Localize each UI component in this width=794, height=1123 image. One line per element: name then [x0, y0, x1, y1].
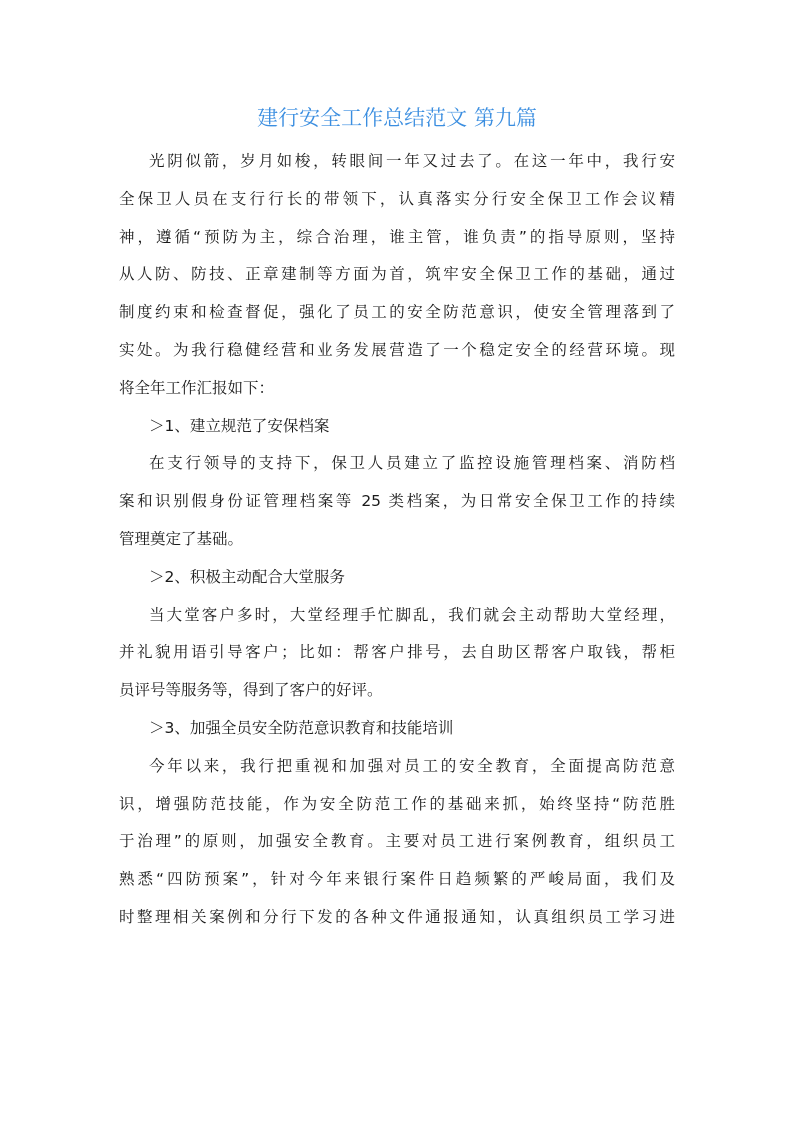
- text-line: ＞1、建立规范了安保档案: [149, 416, 330, 435]
- text-line: 识，增强防范技能，作为安全防范工作的基础来抓，始终坚持“防范胜: [119, 794, 675, 813]
- text-line: 全保卫人员在支行行长的带领下，认真落实分行安全保卫工作会议精: [119, 189, 675, 208]
- text-line: 在支行领导的支持下，保卫人员建立了监控设施管理档案、消防档: [149, 454, 675, 473]
- text-line: 熟悉“四防预案”，针对今年来银行案件日趋频繁的严峻局面，我们及: [119, 870, 675, 889]
- document-body: [119, 143, 675, 937]
- text-line: 将全年工作汇报如下：: [119, 378, 275, 397]
- text-line: 今年以来，我行把重视和加强对员工的安全教育，全面提高防范意: [149, 756, 675, 775]
- text-line: 员评号等服务等，得到了客户的好评。: [119, 681, 383, 700]
- text-line: 制度约束和检查督促，强化了员工的安全防范意识，使安全管理落到了: [119, 303, 675, 322]
- text-line: 于治理”的原则，加强安全教育。主要对员工进行案例教育，组织员工: [119, 832, 675, 851]
- text-line: 从人防、防技、正章建制等方面为首，筑牢安全保卫工作的基础，通过: [119, 265, 675, 284]
- text-line: 当大堂客户多时，大堂经理手忙脚乱，我们就会主动帮助大堂经理，: [149, 605, 675, 624]
- text-line: 案和识别假身份证管理档案等 25 类档案，为日常安全保卫工作的持续: [119, 492, 675, 511]
- document-title: 建行安全工作总结范文 第九篇: [257, 106, 537, 130]
- text-line: 时整理相关案例和分行下发的各种文件通报通知，认真组织员工学习进: [119, 907, 675, 926]
- text-line: ＞2、积极主动配合大堂服务: [149, 567, 345, 586]
- text-line: 并礼貌用语引导客户；比如：帮客户排号，去自助区帮客户取钱，帮柜: [119, 643, 675, 662]
- text-line: 实处。为我行稳健经营和业务发展营造了一个稳定安全的经营环境。现: [119, 340, 675, 359]
- text-line: 管理奠定了基础。: [119, 529, 244, 548]
- text-line: ＞3、加强全员安全防范意识教育和技能培训: [149, 718, 454, 737]
- text-line: 光阴似箭，岁月如梭，转眼间一年又过去了。在这一年中，我行安: [149, 152, 675, 170]
- text-line: 神，遵循“预防为主，综合治理，谁主管，谁负责”的指导原则，坚持: [119, 227, 675, 246]
